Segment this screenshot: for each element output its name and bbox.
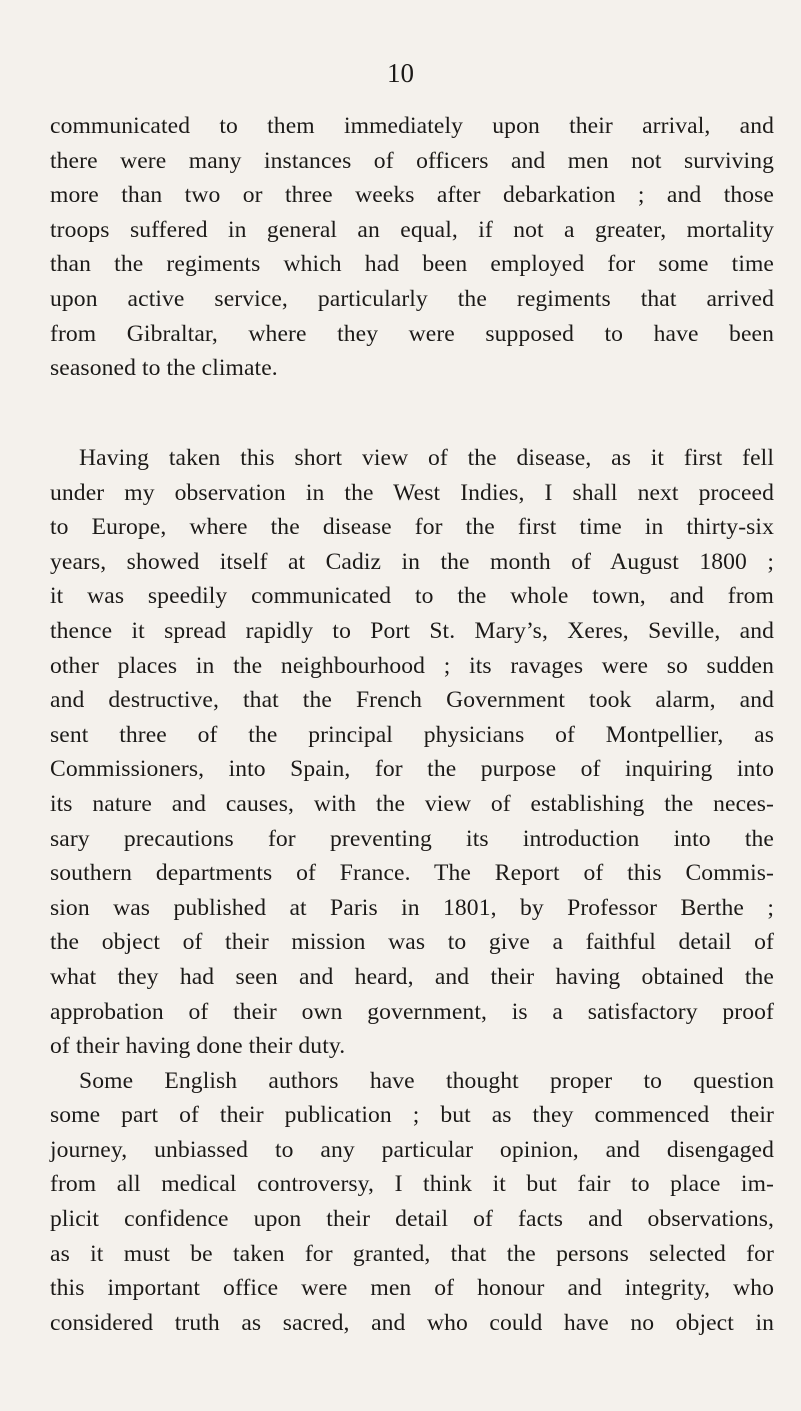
text-line: plicit confidence upon their detail of facts and observations, xyxy=(50,1206,774,1233)
paragraph-1 xyxy=(50,109,774,386)
text-line: journey, unbiassed to any particular opinion, and disengaged xyxy=(50,1136,774,1163)
text-line: upon active service, particularly the regiments that arrived xyxy=(50,285,774,312)
text-line: thence it spread rapidly to Port St. Mary’s, Xeres, Seville, and xyxy=(50,617,774,644)
text-line: and destructive, that the French Government took alarm, and xyxy=(50,687,774,714)
text-line: Commissioners, into Spain, for the purpose of inquiring into xyxy=(50,756,774,783)
text-line: to Europe, where the disease for the first time in thirty-six xyxy=(50,514,774,541)
text-line: under my observation in the West Indies, I shall next proceed xyxy=(50,479,774,506)
text-line: than the regiments which had been employed for some time xyxy=(50,251,774,278)
text-line: there were many instances of officers and men not surviving xyxy=(50,147,774,174)
text-line: considered truth as sacred, and who could have no object in xyxy=(50,1309,774,1336)
text-line: some part of their publication ; but as they commenced their xyxy=(50,1102,774,1129)
paragraph-2 xyxy=(50,441,774,1340)
text-line: communicated to them immediately upon their arrival, and xyxy=(50,113,774,139)
text-line: it was speedily communicated to the whole town, and from xyxy=(50,583,774,610)
text-line: from all medical controversy, I think it but fair to place im- xyxy=(50,1171,774,1198)
text-line: seasoned to the climate. xyxy=(50,355,278,382)
text-line: other places in the neighbourhood ; its ravages were so sudden xyxy=(50,652,774,679)
text-line: more than two or three weeks after debarkation ; and those xyxy=(50,182,774,209)
text-line: approbation of their own government, is a satisfactory proof xyxy=(50,998,774,1025)
text-line: Some English authors have thought proper to question xyxy=(79,1067,774,1094)
text-line: sent three of the principal physicians of Montpellier, as xyxy=(50,721,774,748)
text-line: of their having done their duty. xyxy=(50,1033,346,1060)
text-line: Having taken this short view of the disease, as it first fell xyxy=(79,445,774,471)
page-number: 10 xyxy=(387,58,414,88)
text-line: from Gibraltar, where they were supposed to have been xyxy=(50,320,774,347)
text-line: as it must be taken for granted, that the persons selected for xyxy=(50,1240,774,1267)
text-line: the object of their mission was to give a faithful detail of xyxy=(50,929,774,956)
text-line: what they had seen and heard, and their having obtained the xyxy=(50,963,774,990)
text-line: sary precautions for preventing its introduction into the xyxy=(50,825,774,852)
text-line: southern departments of France. The Report of this Commis- xyxy=(50,860,774,887)
text-line: its nature and causes, with the view of establishing the neces- xyxy=(50,790,774,817)
text-line: this important office were men of honour and integrity, who xyxy=(50,1275,774,1302)
text-line: troops suffered in general an equal, if not a greater, mortality xyxy=(50,216,774,243)
text-line: sion was published at Paris in 1801, by Professor Berthe ; xyxy=(50,894,774,921)
text-line: years, showed itself at Cadiz in the month of August 1800 ; xyxy=(50,548,774,575)
